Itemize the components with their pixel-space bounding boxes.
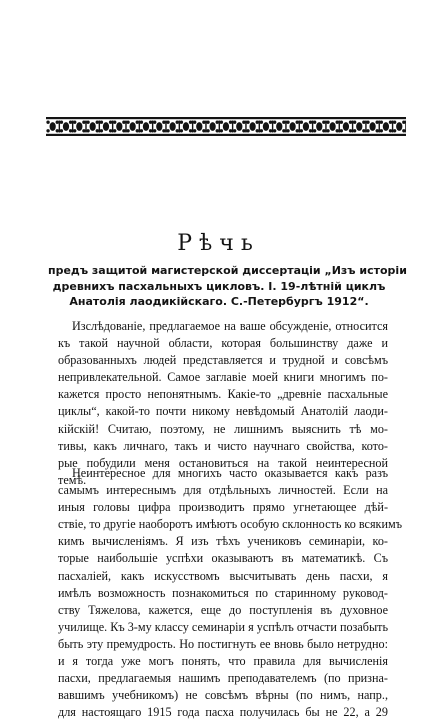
ornament-motif [100, 121, 114, 133]
subtitle-line: предъ защитой магистерской диссертаціи „Изъ исторіи [48, 264, 407, 277]
subtitle-line: древнихъ пасхальныхъ цикловъ. I. 19-лѣтній циклъ [52, 279, 386, 293]
ornament-motif [380, 121, 394, 133]
text-line: пасхаліей, какъ искусствомъ высчитывать день пасхи, я [58, 568, 388, 583]
text-line: къ такой научной области, которая большинству даже и [58, 336, 388, 351]
text-line: темѣ. [58, 472, 87, 487]
text-line: рые побудили меня остановиться на такой неинтересной [58, 455, 388, 470]
paragraph-1 [58, 318, 388, 489]
paragraph-2 [58, 465, 403, 721]
ornament-motif [113, 121, 127, 133]
page-title: Рѣчь [177, 231, 260, 256]
text-line: вавшимъ учебникомъ) не совсѣмъ вѣрны (по нимъ, напр., [58, 688, 388, 703]
text-line: и я тогда уже могъ понять, что правила для вычисленія [58, 654, 388, 669]
ornament-motif [300, 121, 314, 133]
ornament-motif [286, 121, 300, 133]
text-line: быть эту премудрость. Но постигнуть ее вновь было нетрудно: [58, 636, 388, 651]
text-line: для настоящаго 1915 года пасха получилась бы не 22, а 29 [58, 705, 388, 720]
ornament-motif [180, 121, 194, 133]
text-line: ству Тяжелова, кажется, еще до поступленія въ духовное [58, 602, 388, 617]
ornament-motif [313, 121, 327, 133]
ornament-motif [220, 121, 234, 133]
ornament-motif [260, 121, 274, 133]
text-line: училище. Къ 3-му классу семинаріи я успѣлъ отчасти позабыть [58, 619, 389, 634]
text-line: самымъ интереснымъ для отдѣльныхъ личностей. Если на [58, 483, 388, 498]
ornament-motif [393, 121, 406, 133]
ornament-motif [353, 121, 367, 133]
decorative-border-ornament [46, 117, 406, 136]
text-line: кимъ вычисленіямъ. Я изъ тѣхъ учениковъ семинаріи, ко- [58, 534, 388, 549]
ornament-motif [166, 121, 180, 133]
subtitle [48, 263, 407, 310]
text-line: ствіе, то другіе наоборотъ имѣютъ особую склонность ко всякимъ [58, 517, 403, 532]
ornament-motif [326, 121, 340, 133]
ornament-motif [140, 121, 154, 133]
text-line: циклы“, какой-то почти никому невѣдомый Анатолій лаоди- [58, 404, 388, 419]
ornament-motif [246, 121, 260, 133]
ornament-motif [193, 121, 207, 133]
text-line: Неинтересное для многихъ часто оказывается какъ разъ [72, 466, 388, 480]
text-line: кійскій! Считаю, поэтому, не лишнимъ выяснить тѣ мо- [58, 421, 388, 436]
ornament-motif [126, 121, 140, 133]
ornament-motif [340, 121, 354, 133]
ornament-motif [153, 121, 167, 133]
ornament-motif [233, 121, 247, 133]
text-line: торые наибольшіе успѣхи оказываютъ въ математикѣ. Съ [58, 551, 388, 566]
subtitle-line: Анатолія лаодикійскаго. С.-Петербургъ 1912“. [69, 295, 369, 308]
ornament-motif [206, 121, 220, 133]
text-line: пасхи, предлагаемыя нашимъ преподавателемъ (по призна- [58, 671, 388, 686]
text-line: иныя головы цифра производитъ прямо угнетающее дѣй- [58, 500, 388, 515]
ornament-motif [60, 121, 74, 133]
ornament-motif [366, 121, 380, 133]
text-line: тивы, какъ личнаго, такъ и чисто научнаго свойства, кото- [58, 438, 388, 453]
ornament-motif [73, 121, 87, 133]
ornament-motif [46, 121, 60, 133]
ornament-motif [86, 121, 100, 133]
text-line: Изслѣдованіе, предлагаемое на ваше обсужденіе, относится [72, 319, 388, 333]
ornament-motif [273, 121, 287, 133]
text-line: кажется просто непонятнымъ. Какіе-то „древніе пасхальные [58, 387, 388, 402]
text-line: имѣлъ возможность познакомиться по старинному руковод- [58, 585, 388, 600]
text-line: образованныхъ людей представляется и трудной и совсѣмъ [58, 353, 388, 368]
text-line: непривлекательной. Самое заглавіе моей книги многимъ по- [58, 370, 388, 385]
